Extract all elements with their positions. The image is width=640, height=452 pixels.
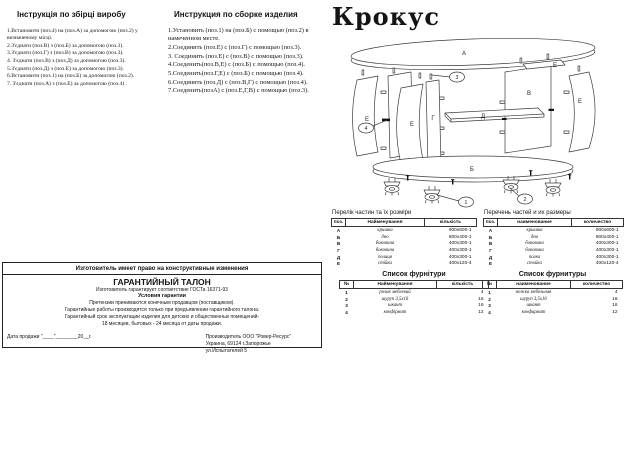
instructions-ua	[7, 10, 159, 88]
hardware-table-ua	[339, 271, 489, 316]
product-title: Крокус	[332, 2, 440, 31]
name-cell: шкант	[526, 303, 541, 309]
hardware-table-ru	[482, 271, 623, 316]
pos-cell: Е	[488, 261, 493, 267]
name-cell: кришка	[377, 227, 393, 233]
instruction-step: 7. З'єднати (поз.А) з (поз.Е) за допомогою (поз.4) .	[7, 80, 127, 87]
col-header: №	[483, 281, 497, 289]
qty-cell: 16	[478, 303, 484, 309]
col-header: наименование	[498, 219, 572, 227]
pos-cell: Б	[336, 234, 341, 240]
qty-cell: 900х600-1	[448, 227, 472, 233]
part-side-g	[426, 80, 441, 167]
table-row	[332, 247, 477, 254]
num-cell: 1	[488, 289, 491, 295]
label-side-b: В	[526, 91, 532, 97]
instruction-step: 2.З'єднати (поз.В) з (поз.Б) за допомогою (поз.3).	[7, 42, 124, 49]
table-row	[483, 309, 623, 316]
warranty-line: Претензии принимаются конечным продавцом (поставщиком).	[89, 300, 235, 307]
label-shelf: Д	[480, 114, 486, 120]
name-cell: дно	[381, 234, 389, 240]
table-row	[332, 234, 477, 241]
warranty-line: Гарантийный срок эксплуатации изделия для детских и общественных помещений-	[64, 313, 260, 320]
name-cell: дно	[530, 234, 539, 240]
instruction-step: 5.Соеденить(поз.Г,Е) с (поз.Б) с помощью (поз.4).	[168, 70, 304, 77]
table-row	[483, 303, 623, 310]
qty-cell: 4	[614, 289, 618, 295]
instruction-step: 1.Установить (поз.1) на (поз.Б) с помощью (поз.2) в намеченном месте.	[168, 26, 309, 43]
part-top-oval	[351, 35, 596, 73]
pos-cell: Д	[336, 254, 341, 260]
num-cell: 4	[488, 310, 491, 316]
table-row	[340, 296, 489, 303]
instruction-step: 5.З'єднати (поз.Д) з (поз.Е) за допомогою (поз.3).	[7, 65, 124, 72]
qty-cell: 400х120-4	[448, 261, 472, 267]
qty-cell: 800х400-1	[448, 234, 472, 240]
qty-cell: 400х300-1	[595, 254, 619, 260]
instructions-ru	[168, 10, 331, 96]
pos-cell: Б	[488, 234, 493, 240]
table-row	[332, 254, 477, 261]
table-row	[484, 254, 624, 261]
pos-cell: А	[488, 227, 493, 233]
pos-cell: Е	[336, 261, 341, 267]
qty-cell: 400х300-1	[595, 247, 619, 253]
pos-cell: А	[336, 227, 341, 233]
label-stand: Е	[364, 117, 370, 123]
hardware-table-ua-title: Список фурнітури	[382, 271, 446, 278]
num-cell: 2	[488, 296, 491, 302]
qty-cell: 800х400-1	[595, 234, 619, 240]
label-side-g: Г	[431, 116, 435, 122]
pos-cell: Д	[488, 254, 493, 260]
col-header: поз.	[484, 219, 498, 227]
instruction-step: 6.Встановити (поз.1) на (поз.Б) за допомогою (поз.2).	[7, 73, 135, 80]
col-header: количество	[571, 281, 623, 289]
pos-cell: Г	[337, 248, 340, 254]
qty-cell: 400х300-1	[448, 247, 472, 253]
instruction-step: 1.Встановити (поз.4) на (поз.А) за допомогою (поз.2) у визначеному місці.	[7, 27, 138, 42]
table-row	[484, 261, 624, 268]
assembly-diagram	[333, 30, 640, 212]
qty-cell: 900х600-1	[595, 227, 619, 233]
instruction-step: 4.Соеденить(поз.В,Е) с (поз.Б) с помощью (поз.4).	[168, 61, 305, 69]
part-stand-right	[569, 72, 595, 152]
instructions-ru-title: Инструкция по сборке изделия	[174, 10, 298, 19]
num-cell: 3	[488, 303, 491, 309]
table-row	[484, 241, 624, 248]
qty-cell: 12	[612, 309, 618, 315]
name-cell: шуруп 3,5х16	[520, 296, 547, 302]
instruction-step: 2.Соединить (поз.Е) с (поз.Г) с помощью (поз.3).	[168, 44, 302, 52]
warranty-line: 18 месяцев, бытовых - 24 месяца от даты продажи.	[101, 320, 223, 327]
table-row	[483, 296, 623, 303]
name-cell: полка	[528, 254, 541, 260]
parts-table-ua	[331, 210, 477, 267]
name-cell: боковина	[525, 247, 544, 253]
col-header: количество	[572, 219, 624, 227]
callout-1-number: 1	[464, 200, 468, 206]
instruction-step: 4. З'єднати (поз.В) з (поз.Д) за допомогою (поз.3).	[7, 57, 126, 64]
table-row	[332, 227, 477, 234]
col-header: поз.	[332, 219, 346, 227]
producer-block	[206, 334, 291, 354]
parts-table-ru-title: Перечень частей и их размеры	[484, 210, 571, 216]
callout-4-number: 4	[364, 126, 368, 132]
col-header: кількість	[437, 281, 489, 289]
num-cell: 4	[345, 310, 348, 316]
warranty-title: ГАРАНТИЙНЫЙ ТАЛОН	[113, 276, 211, 287]
instruction-step: 6.Соединить (поз.Д) с (поз.В,Г) с помощью (поз.4).	[168, 78, 308, 86]
table-row	[340, 309, 489, 316]
parts-table-ua-title: Перелік частин та їх розміри	[332, 210, 412, 216]
table-row	[484, 247, 624, 254]
num-cell: 3	[345, 303, 348, 309]
qty-cell: 16	[612, 296, 618, 302]
label-bottom-panel: Б	[470, 167, 474, 173]
name-cell: боковина	[375, 247, 395, 253]
producer-line: Украина, 69124 г.Запорожье	[205, 341, 271, 348]
num-cell: 2	[345, 296, 348, 302]
instruction-step: 3. Соединить (поз.Е) с (поз.В) с помощью (поз.3).	[168, 52, 304, 60]
table-row	[340, 289, 489, 296]
qty-cell: 400х120-4	[595, 261, 619, 267]
col-header: наименование	[497, 281, 571, 289]
instruction-step: 3.З'єднати (поз.Г) з (поз.В) за допомогою (поз.3).	[7, 50, 124, 57]
callout-2-number: 2	[523, 197, 527, 203]
table-row	[332, 261, 477, 268]
label-stand: Е	[552, 63, 558, 69]
name-cell: боковина	[375, 241, 395, 247]
table-row	[340, 303, 489, 310]
label-top-panel: А	[461, 51, 467, 57]
name-cell: шкант	[388, 303, 402, 309]
qty-cell: 16	[478, 296, 484, 302]
name-cell: стійка	[378, 261, 392, 267]
num-cell: 1	[345, 289, 348, 295]
col-header: №	[340, 281, 354, 289]
sale-date-line: Дата продажи "____"________20__г.	[7, 334, 92, 341]
assembly-diagram-svg	[333, 30, 640, 212]
warranty-line: Гарантийные работы производятся только при предъявлении гарантийного талона.	[64, 307, 260, 314]
name-cell: стойка	[527, 261, 542, 267]
manufacturer-notice: Изготовитель имеет право на конструктивные изменения	[3, 263, 321, 275]
parts-table-ru	[483, 210, 624, 267]
instructions-ua-title: Інструкція по збірці виробу	[17, 10, 126, 19]
pos-cell: Г	[489, 248, 492, 254]
producer-line: Производитель ООО "Ровер-Ресурс"	[205, 334, 291, 341]
warranty-card	[2, 262, 322, 354]
pos-cell: В	[336, 241, 341, 247]
qty-cell: 12	[478, 309, 484, 315]
name-cell: боковина	[525, 241, 544, 247]
name-cell: конфирмат	[521, 309, 546, 315]
pos-cell: В	[488, 241, 493, 247]
callout-3-number: 3	[455, 75, 459, 81]
name-cell: конфірмат	[383, 309, 407, 315]
instruction-step: 7.Соеденить(позА) с (поз.Е,Г,В) с помощью (поз.3).	[168, 87, 309, 95]
qty-cell: 400х300-1	[448, 254, 472, 260]
warranty-footer	[3, 334, 321, 354]
qty-cell: 16	[612, 303, 618, 309]
name-cell: ролик меблевий	[379, 289, 411, 295]
table-row	[483, 289, 623, 296]
warranty-gost-line: Изготовитель гарантирует соответствие ГОСТа 16371-93	[96, 286, 228, 293]
name-cell: шуруп 3,5х16	[381, 296, 409, 302]
name-cell: крышка	[526, 227, 543, 233]
qty-cell: 4	[480, 289, 484, 295]
hardware-table-ru-title: Список фурнитуры	[518, 271, 587, 278]
label-stand: Е	[577, 99, 583, 105]
label-stand: Е	[409, 122, 415, 128]
col-header: Найменування	[354, 281, 437, 289]
col-header: кількість	[425, 219, 477, 227]
producer-line: ул.Испытателей 5	[205, 347, 248, 354]
warranty-conditions-title: Условия гарантии	[138, 293, 186, 300]
table-row	[332, 241, 477, 248]
col-header: Найменування	[346, 219, 425, 227]
part-stand-left	[353, 76, 379, 156]
name-cell: полиця	[378, 254, 392, 260]
table-row	[484, 234, 624, 241]
table-row	[484, 227, 624, 234]
qty-cell: 400х300-1	[448, 241, 472, 247]
qty-cell: 400х300-1	[595, 241, 619, 247]
name-cell: ножка мебельная	[515, 289, 552, 295]
